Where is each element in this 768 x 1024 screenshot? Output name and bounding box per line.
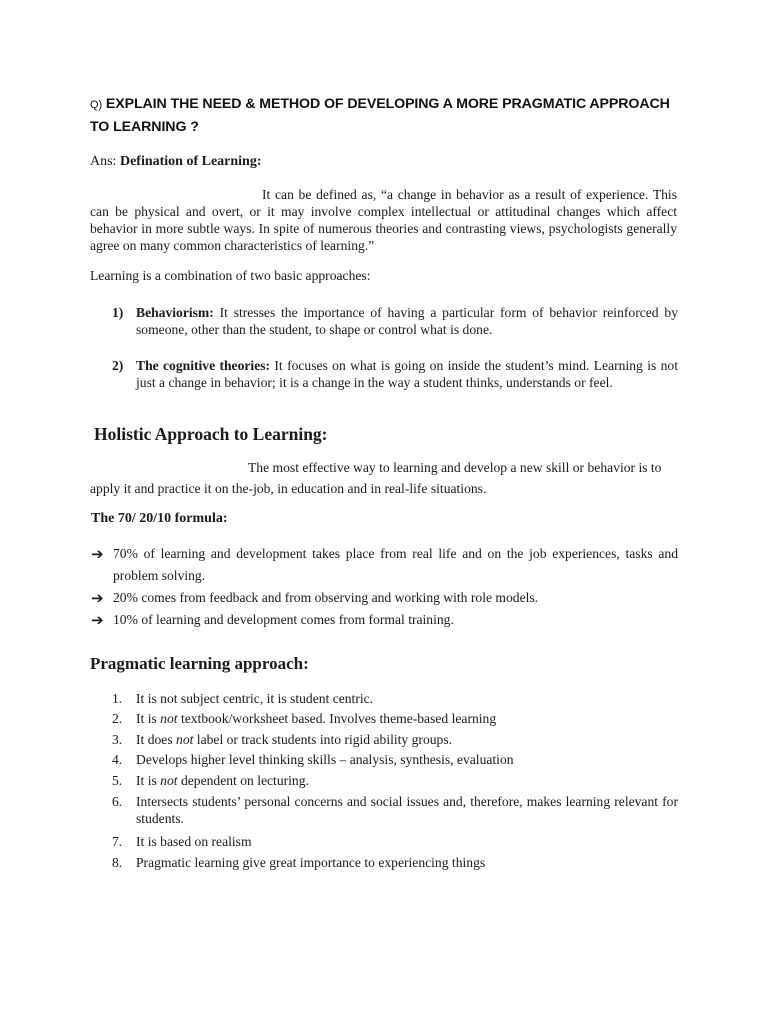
approach-item-text: It stresses the importance of having a particular form of behavior reinforced by someone, other than the student, to shape or control what is done.	[136, 305, 678, 337]
pragmatic-item-emphasis: not	[176, 732, 194, 747]
pragmatic-item-text: It is based on realism	[136, 834, 252, 849]
pragmatic-item	[112, 833, 678, 850]
pragmatic-item	[112, 710, 678, 727]
ans-label: Ans:	[90, 154, 117, 169]
approach-item-number: 1)	[112, 305, 124, 320]
question-prefix: Q)	[90, 99, 103, 111]
formula-item	[91, 587, 678, 609]
pragmatic-item-emphasis: not	[160, 711, 178, 726]
approach-item-text: It focuses on what is going on inside the student’s mind. Learning is not just a change in behavior; it is a change in the way a student thinks, understands or feel.	[136, 358, 678, 390]
pragmatic-item-number: 7.	[112, 834, 123, 849]
approach-item-cognitive	[112, 357, 678, 391]
question-text: EXPLAIN THE NEED & METHOD OF DEVELOPING A MORE PRAGMATIC APPROACH TO LEARNING ?	[90, 96, 670, 135]
pragmatic-item-number: 8.	[112, 855, 123, 870]
approach-item-behaviorism	[112, 304, 678, 338]
definition-heading	[90, 154, 262, 170]
arrow-right-icon: ➔	[91, 611, 104, 629]
pragmatic-item-number: 5.	[112, 773, 123, 788]
pragmatic-item-number: 6.	[112, 794, 123, 809]
pragmatic-item-text: Pragmatic learning give great importance to experiencing things	[136, 855, 486, 870]
formula-item-text: 70% of learning and development takes place from real life and on the job experiences, tasks and problem solving.	[113, 546, 678, 583]
pragmatic-item-number: 4.	[112, 752, 123, 767]
pragmatic-item-number: 1.	[112, 691, 123, 706]
approach-item-number: 2)	[112, 358, 124, 373]
pragmatic-item-number: 3.	[112, 732, 123, 747]
pragmatic-item	[112, 854, 678, 871]
pragmatic-item-text: label or track students into rigid ability groups.	[193, 732, 453, 747]
pragmatic-item-text: Intersects students’ personal concerns and social issues and, therefore, makes learning relevant for students.	[136, 794, 678, 826]
pragmatic-item	[112, 731, 678, 748]
formula-item-text: 10% of learning and development comes from formal training.	[113, 612, 454, 627]
formula-heading: The 70/ 20/10 formula:	[91, 511, 228, 526]
pragmatic-item-text: textbook/worksheet based. Involves theme-based learning	[177, 711, 497, 726]
arrow-right-icon: ➔	[91, 545, 104, 563]
pragmatic-item-text: dependent on lecturing.	[177, 773, 309, 788]
definition-title: Defination of Learning:	[119, 154, 262, 169]
holistic-paragraph: The most effective way to learning and develop a new skill or behavior is to apply it and practice it on the-job, in education and in real-life situations.	[90, 460, 662, 496]
approach-item-title: Behaviorism:	[136, 305, 214, 320]
pragmatic-item	[112, 751, 678, 768]
formula-item-text: 20% comes from feedback and from observing and working with role models.	[113, 590, 539, 605]
pragmatic-item-text: It is not subject centric, it is student centric.	[136, 691, 374, 706]
definition-paragraph-block	[90, 186, 677, 254]
holistic-heading: Holistic Approach to Learning:	[94, 424, 328, 444]
holistic-paragraph-block	[90, 457, 677, 499]
arrow-right-icon: ➔	[91, 589, 104, 607]
pragmatic-item-text: It is	[136, 773, 161, 788]
pragmatic-item	[112, 793, 678, 827]
pragmatic-item-number: 2.	[112, 711, 123, 726]
approach-item-title: The cognitive theories:	[136, 358, 271, 373]
pragmatic-heading: Pragmatic learning approach:	[90, 654, 309, 673]
pragmatic-item-text: Develops higher level thinking skills – analysis, synthesis, evaluation	[136, 752, 514, 767]
pragmatic-item-text: It does	[136, 732, 177, 747]
pragmatic-item-text: It is	[136, 711, 161, 726]
pragmatic-item	[112, 772, 678, 789]
pragmatic-item	[112, 690, 678, 707]
definition-paragraph: It can be defined as, “a change in behavior as a result of experience. This can be physical and overt, or it may involve complex intellectual or attitudinal changes which affect behavior in more subtle ways. In spite of numerous theories and contrasting views, psychologists generally agree on many common characteristics of learning.”	[90, 187, 677, 253]
formula-item	[91, 543, 678, 587]
approaches-intro: Learning is a combination of two basic approaches:	[90, 268, 371, 283]
question-heading	[90, 93, 690, 138]
formula-item	[91, 609, 678, 631]
pragmatic-item-emphasis: not	[160, 773, 178, 788]
